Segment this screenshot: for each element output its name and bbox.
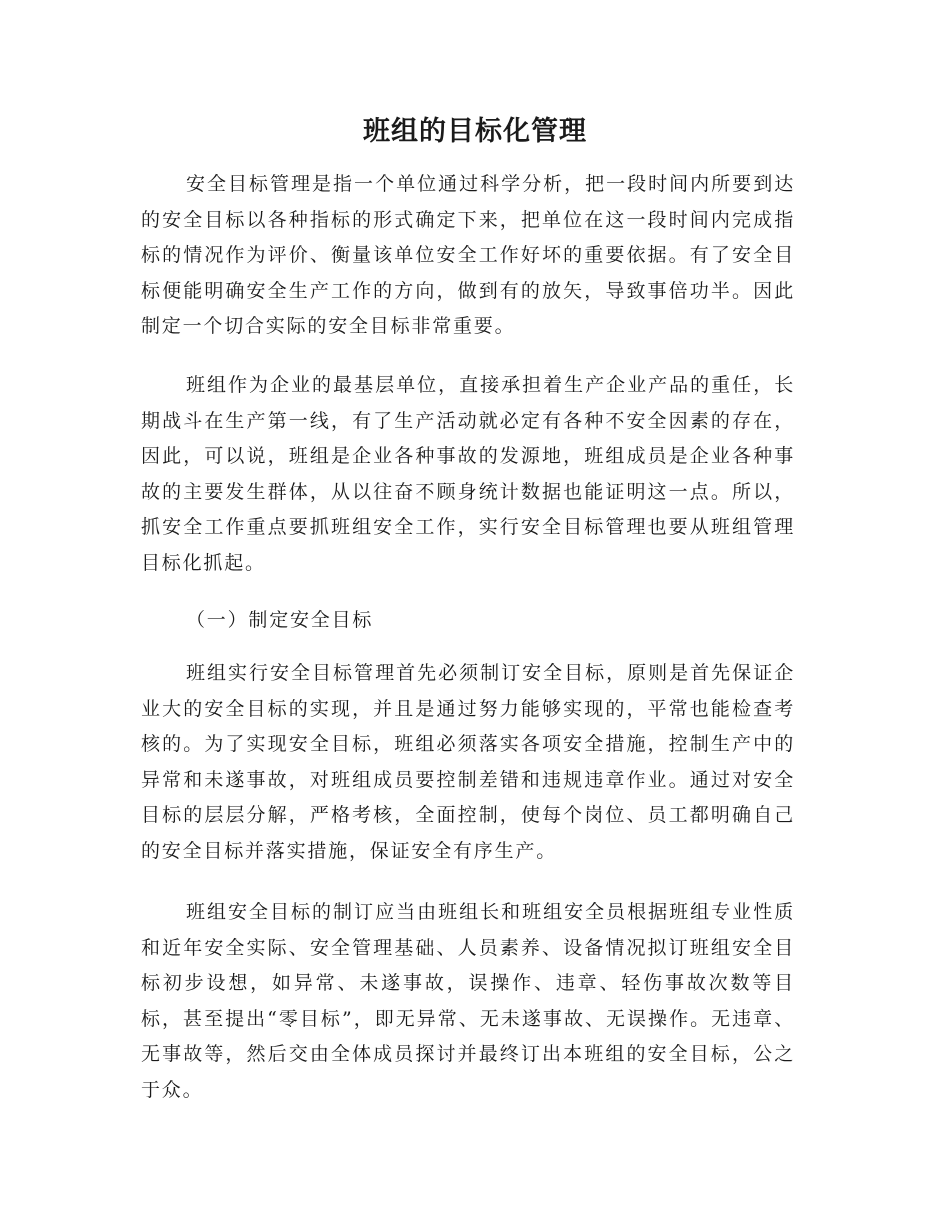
paragraph-1: 安全目标管理是指一个单位通过科学分析，把一段时间内所要到达的安全目标以各种指标的形式确定下来，把单位在这一段时间内完成指标的情况作为评价、衡量该单位安全工作好坏的重要依据。有了安全目标便能明确安全生产工作的方向，做到有的放矢，导致事倍功半。因此制定一个切合实际的安全目标非常重要。 <box>141 173 795 337</box>
paragraph-3: 班组实行安全目标管理首先必须制订安全目标，原则是首先保证企业大的安全目标的实现，并且是通过努力能够实现的，平常也能检查考核的。为了实现安全目标，班组必须落实各项安全措施，控制生产中的异常和未遂事故，对班组成员要控制差错和违规违章作业。通过对安全目标的层层分解，严格考核，全面控制，使每个岗位、员工都明确自己的安全目标并落实措施，保证安全有序生产。 <box>141 662 795 862</box>
document-title: 班组的目标化管理 <box>363 116 587 147</box>
paragraph-4: 班组安全目标的制订应当由班组长和班组安全员根据班组专业性质和近年安全实际、安全管理基础、人员素养、设备情况拟订班组安全目标初步设想，如异常、未遂事故，误操作、违章、轻伤事故次数等目标，甚至提出“零目标”，即无异常、无未遂事故、无误操作。无违章、无事故等，然后交由全体成员探讨并最终订出本班组的安全目标，公之于众。 <box>141 901 795 1101</box>
paragraph-2: 班组作为企业的最基层单位，直接承担着生产企业产品的重任，长期战斗在生产第一线，有了生产活动就必定有各种不安全因素的存在，因此，可以说，班组是企业各种事故的发源地，班组成员是企业各种事故的主要发生群体，从以往奋不顾身统计数据也能证明这一点。所以，抓安全工作重点要抓班组安全工作，实行安全目标管理也要从班组管理目标化抓起。 <box>141 374 795 574</box>
section-heading: （一）制定安全目标 <box>186 609 374 631</box>
